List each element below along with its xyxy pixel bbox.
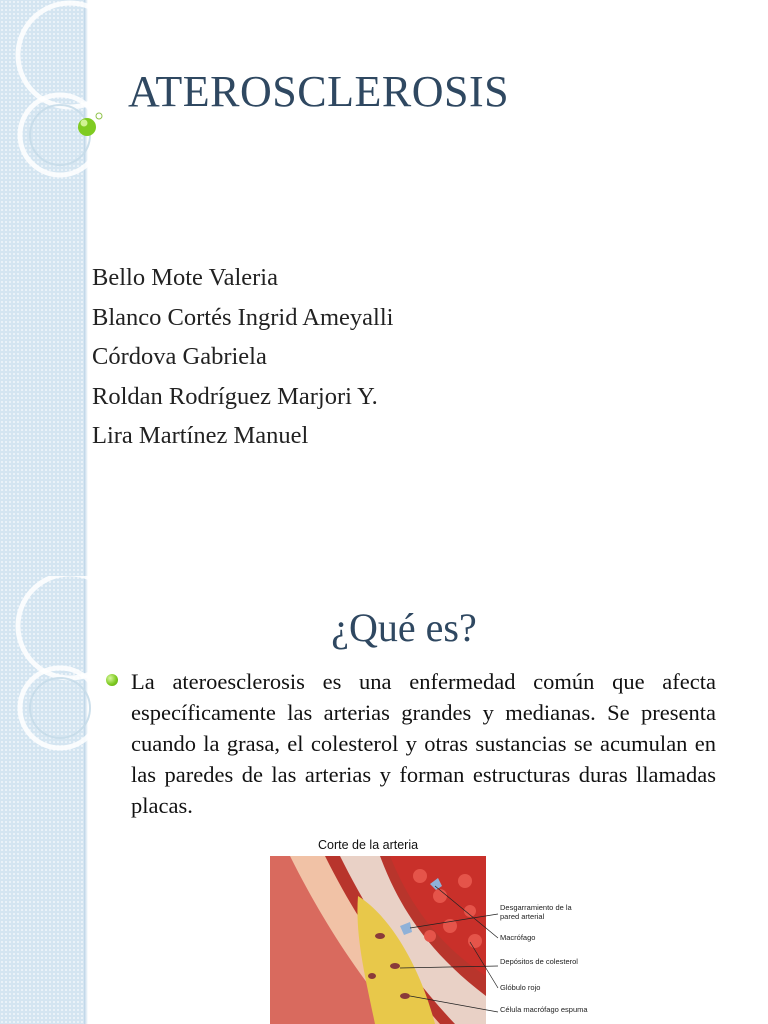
author-name: Roldan Rodríguez Marjori Y. bbox=[92, 382, 378, 410]
slide-title: ¿Qué es? bbox=[331, 605, 477, 650]
author-name: Bello Mote Valeria bbox=[92, 264, 278, 291]
bullet-item bbox=[106, 666, 716, 821]
green-bullet-icon bbox=[106, 674, 118, 686]
bullet-text: La ateroesclerosis es una enfermedad común que afecta específicamente las arterias grandes y medianas. Se presenta cuando la grasa, el colesterol y otras sustancias se acumulan en las paredes de las arterias y forman estructuras duras llamadas placas. bbox=[131, 669, 716, 818]
figure-label: Glóbulo rojo bbox=[500, 983, 541, 992]
green-orb-icon bbox=[78, 118, 96, 136]
author-list bbox=[92, 258, 393, 456]
figure-label: Macrófago bbox=[500, 933, 536, 942]
slide-title: ATEROSCLEROSIS bbox=[128, 67, 510, 116]
author-name: Lira Martínez Manuel bbox=[92, 422, 309, 449]
figure-label: Célula macrófago espuma bbox=[500, 1005, 588, 1014]
figure-label: Depósitos de colesterol bbox=[500, 957, 578, 966]
figure-title: Corte de la arteria bbox=[318, 838, 419, 852]
author-name: Blanco Cortés Ingrid Ameyalli bbox=[92, 303, 394, 331]
artery-figure bbox=[270, 834, 590, 1024]
author-name: Córdova Gabriela bbox=[92, 343, 267, 370]
artery-cross-section-illustration bbox=[270, 856, 500, 1024]
decorative-circles bbox=[0, 0, 140, 200]
definition-slide bbox=[0, 576, 768, 1024]
figure-label: Desgarramiento de la pared arterial bbox=[500, 903, 572, 921]
